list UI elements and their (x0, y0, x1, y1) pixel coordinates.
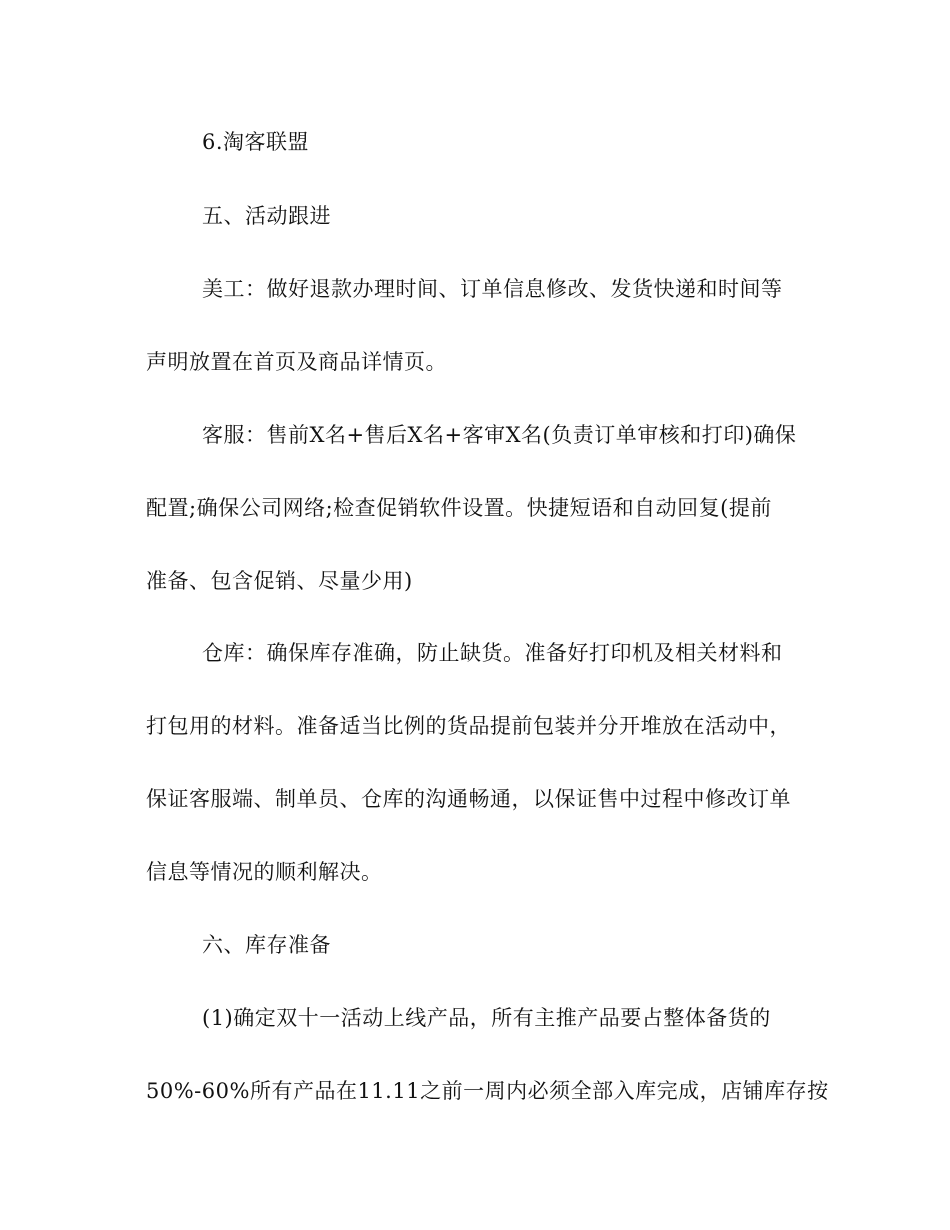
paragraph-art-line-2: 声明放置在首页及商品详情页。 (146, 350, 447, 374)
paragraph-inventory-line-2: 50%-60%所有产品在11.11之前一周内必须全部入库完成，店铺库存按 (146, 1079, 829, 1103)
list-item-taoke-alliance: 6.淘客联盟 (202, 130, 310, 154)
paragraph-warehouse-line-1: 仓库：确保库存准确，防止缺货。准备好打印机及相关材料和 (202, 641, 783, 665)
paragraph-warehouse-line-2: 打包用的材料。准备适当比例的货品提前包装并分开堆放在活动中， (146, 714, 791, 738)
paragraph-service-line-1: 客服：售前X名+售后X名+客审X名(负责订单审核和打印)确保 (202, 423, 797, 447)
paragraph-service-line-3: 准备、包含促销、尽量少用) (146, 569, 413, 593)
section-heading-activity-followup: 五、活动跟进 (202, 204, 331, 228)
section-heading-inventory-prep: 六、库存准备 (202, 933, 331, 957)
paragraph-service-line-2: 配置;确保公司网络;检查促销软件设置。快捷短语和自动回复(提前 (146, 496, 772, 520)
paragraph-art-line-1: 美工：做好退款办理时间、订单信息修改、发货快递和时间等 (202, 277, 783, 301)
paragraph-inventory-line-1: (1)确定双十一活动上线产品，所有主推产品要占整体备货的 (202, 1006, 771, 1030)
paragraph-warehouse-line-3: 保证客服端、制单员、仓库的沟通畅通，以保证售中过程中修改订单 (146, 787, 791, 811)
paragraph-warehouse-line-4: 信息等情况的顺利解决。 (146, 860, 383, 884)
